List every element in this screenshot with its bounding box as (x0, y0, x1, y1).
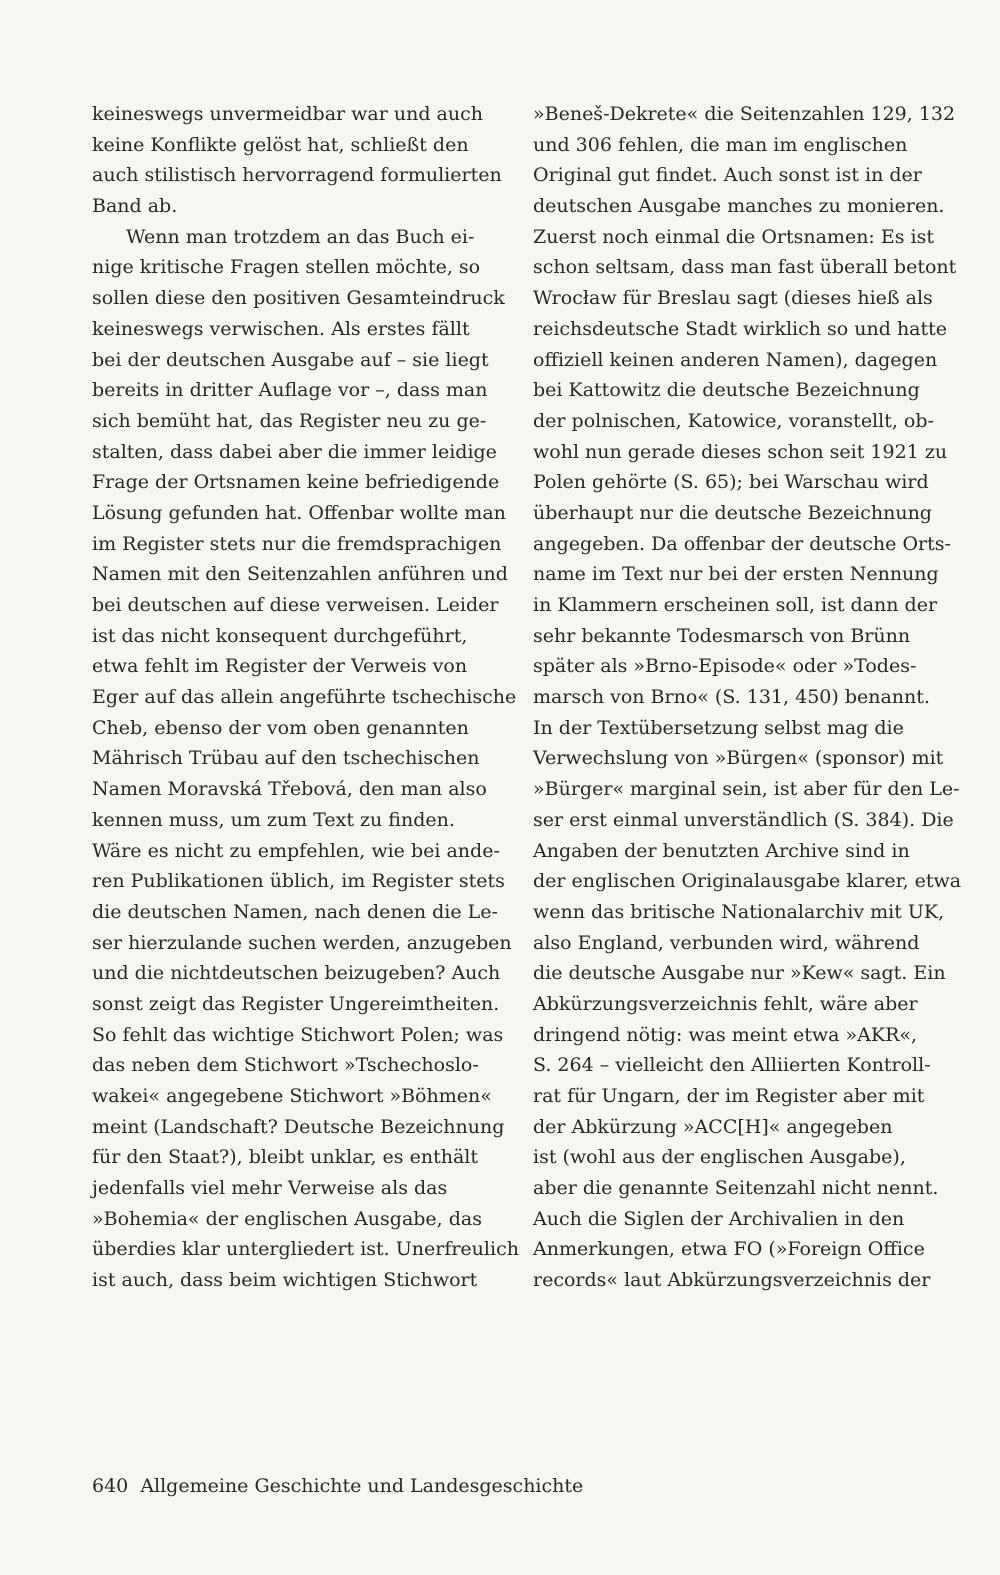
text-line: meint (Landschaft? Deutsche Bezeichnung (92, 1115, 505, 1138)
text-line: später als »Brno-Episode« oder »Todes- (533, 655, 917, 678)
text-line: Wäre es nicht zu empfehlen, wie bei ande- (92, 839, 500, 862)
text-line: überdies klar untergliedert ist. Unerfreulich (92, 1238, 519, 1261)
text-line: Auch die Siglen der Archivalien in den (533, 1207, 905, 1230)
text-line: sollen diese den positiven Gesamteindruck (92, 287, 505, 310)
text-line: wenn das britische Nationalarchiv mit UK, (533, 900, 945, 923)
text-line: kennen muss, um zum Text zu finden. (92, 808, 455, 831)
text-line: sehr bekannte Todesmarsch von Brünn (533, 624, 911, 647)
text-line: Verwechslung von »Bürgen« (sponsor) mit (533, 747, 944, 770)
text-line: überhaupt nur die deutsche Bezeichnung (533, 501, 932, 524)
right-text-column (533, 99, 962, 1296)
running-footer-title: Allgemeine Geschichte und Landesgeschichte (140, 1475, 584, 1497)
text-line: angegeben. Da offenbar der deutsche Orts- (533, 532, 951, 555)
text-line: Namen mit den Seitenzahlen anführen und (92, 563, 508, 586)
text-line: stalten, dass dabei aber die immer leidige (92, 440, 497, 463)
text-line: Original gut findet. Auch sonst ist in der (533, 164, 922, 187)
text-line: ist auch, dass beim wichtigen Stichwort (92, 1269, 478, 1292)
text-line: name im Text nur bei der ersten Nennung (533, 563, 939, 586)
text-line: für den Staat?), bleibt unklar, es enthält (92, 1146, 478, 1169)
text-line: ist das nicht konsequent durchgeführt, (92, 624, 468, 647)
text-line: ser erst einmal unverständlich (S. 384). Die (533, 808, 954, 831)
text-line: »Bürger« marginal sein, ist aber für den Le- (533, 778, 960, 801)
text-line: »Bohemia« der englischen Ausgabe, das (92, 1207, 482, 1230)
text-line: reichsdeutsche Stadt wirklich so und hatte (533, 317, 948, 340)
text-line: bereits in dritter Auflage vor –, dass man (92, 379, 488, 402)
text-line: und die nichtdeutschen beizugeben? Auch (92, 962, 501, 985)
text-line: So fehlt das wichtige Stichwort Polen; was (92, 1023, 504, 1046)
text-line: ser hierzulande suchen werden, anzugeben (92, 931, 512, 954)
text-line: Anmerkungen, etwa FO (»Foreign Office (533, 1238, 925, 1261)
text-line: dringend nötig: was meint etwa »AKR«, (533, 1023, 918, 1046)
text-line: records« laut Abkürzungsverzeichnis der (533, 1269, 931, 1292)
text-line: Mährisch Trübau auf den tschechischen (92, 747, 480, 770)
text-line: Wenn man trotzdem an das Buch ei- (126, 225, 475, 248)
text-line: Eger auf das allein angeführte tschechische (92, 686, 517, 709)
text-line: jedenfalls viel mehr Verweise als das (92, 1177, 448, 1200)
text-line: Lösung gefunden hat. Offenbar wollte man (92, 501, 506, 524)
text-line: marsch von Brno« (S. 131, 450) benannt. (533, 686, 930, 709)
text-line: schon seltsam, dass man fast überall betont (533, 256, 957, 279)
text-line: ren Publikationen üblich, im Register stets (92, 870, 505, 893)
text-line: keineswegs unvermeidbar war und auch (92, 103, 484, 125)
text-line: Zuerst noch einmal die Ortsnamen: Es ist (533, 225, 934, 248)
text-line: und 306 fehlen, die man im englischen (533, 133, 908, 156)
page-number: 640 (92, 1475, 129, 1497)
text-line: Polen gehörte (S. 65); bei Warschau wird (533, 471, 929, 494)
text-line: Frage der Ortsnamen keine befriedigende (92, 471, 500, 494)
text-line: das neben dem Stichwort »Tschechoslo- (92, 1054, 479, 1077)
text-line: also England, verbunden wird, während (533, 931, 920, 954)
text-line: Wrocław für Breslau sagt (dieses hieß als (533, 287, 933, 310)
text-line: Angaben der benutzten Archive sind in (533, 839, 910, 862)
text-line: Namen Moravská Třebová, den man also (92, 778, 487, 801)
text-line: die deutsche Ausgabe nur »Kew« sagt. Ein (533, 962, 946, 985)
text-line: der englischen Originalausgabe klarer, etwa (533, 870, 962, 893)
text-line: sich bemüht hat, das Register neu zu ge- (92, 409, 487, 432)
text-line: In der Textübersetzung selbst mag die (533, 716, 904, 739)
text-line: aber die genannte Seitenzahl nicht nennt. (533, 1177, 939, 1200)
text-line: die deutschen Namen, nach denen die Le- (92, 900, 498, 923)
text-line: rat für Ungarn, der im Register aber mit (533, 1085, 925, 1107)
text-line: Abkürzungsverzeichnis fehlt, wäre aber (533, 992, 918, 1015)
page-footer (92, 1472, 583, 1500)
text-line: sonst zeigt das Register Ungereimtheiten. (92, 992, 500, 1015)
text-line: nige kritische Fragen stellen möchte, so (92, 256, 481, 279)
text-line: ist (wohl aus der englischen Ausgabe), (533, 1146, 906, 1169)
left-text-column (92, 99, 519, 1296)
text-line: etwa fehlt im Register der Verweis von (92, 655, 468, 678)
text-line: wakei« angegebene Stichwort »Böhmen« (92, 1085, 492, 1107)
text-line: deutschen Ausgabe manches zu monieren. (533, 195, 945, 218)
text-line: keine Konflikte gelöst hat, schließt den (92, 133, 469, 156)
text-line: »Beneš-Dekrete« die Seitenzahlen 129, 132 (533, 103, 956, 125)
text-line: bei deutschen auf diese verweisen. Leider (92, 594, 499, 616)
text-line: bei der deutschen Ausgabe auf – sie liegt (92, 348, 489, 371)
text-line: im Register stets nur die fremdsprachigen (92, 532, 502, 555)
text-line: offiziell keinen anderen Namen), dagegen (533, 348, 938, 371)
text-line: der polnischen, Katowice, voranstellt, ob- (533, 409, 934, 432)
text-line: bei Kattowitz die deutsche Bezeichnung (533, 379, 920, 402)
text-line: in Klammern erscheinen soll, ist dann der (533, 594, 938, 616)
text-line: wohl nun gerade dieses schon seit 1921 zu (533, 440, 948, 463)
text-line: S. 264 – vielleicht den Alliierten Kontroll- (533, 1054, 931, 1077)
text-line: Cheb, ebenso der vom oben genannten (92, 716, 469, 739)
text-line: Band ab. (92, 195, 178, 218)
text-line: der Abkürzung »ACC[H]« angegeben (533, 1115, 893, 1138)
text-line: auch stilistisch hervorragend formulierten (92, 164, 502, 187)
text-line: keineswegs verwischen. Als erstes fällt (92, 317, 470, 340)
